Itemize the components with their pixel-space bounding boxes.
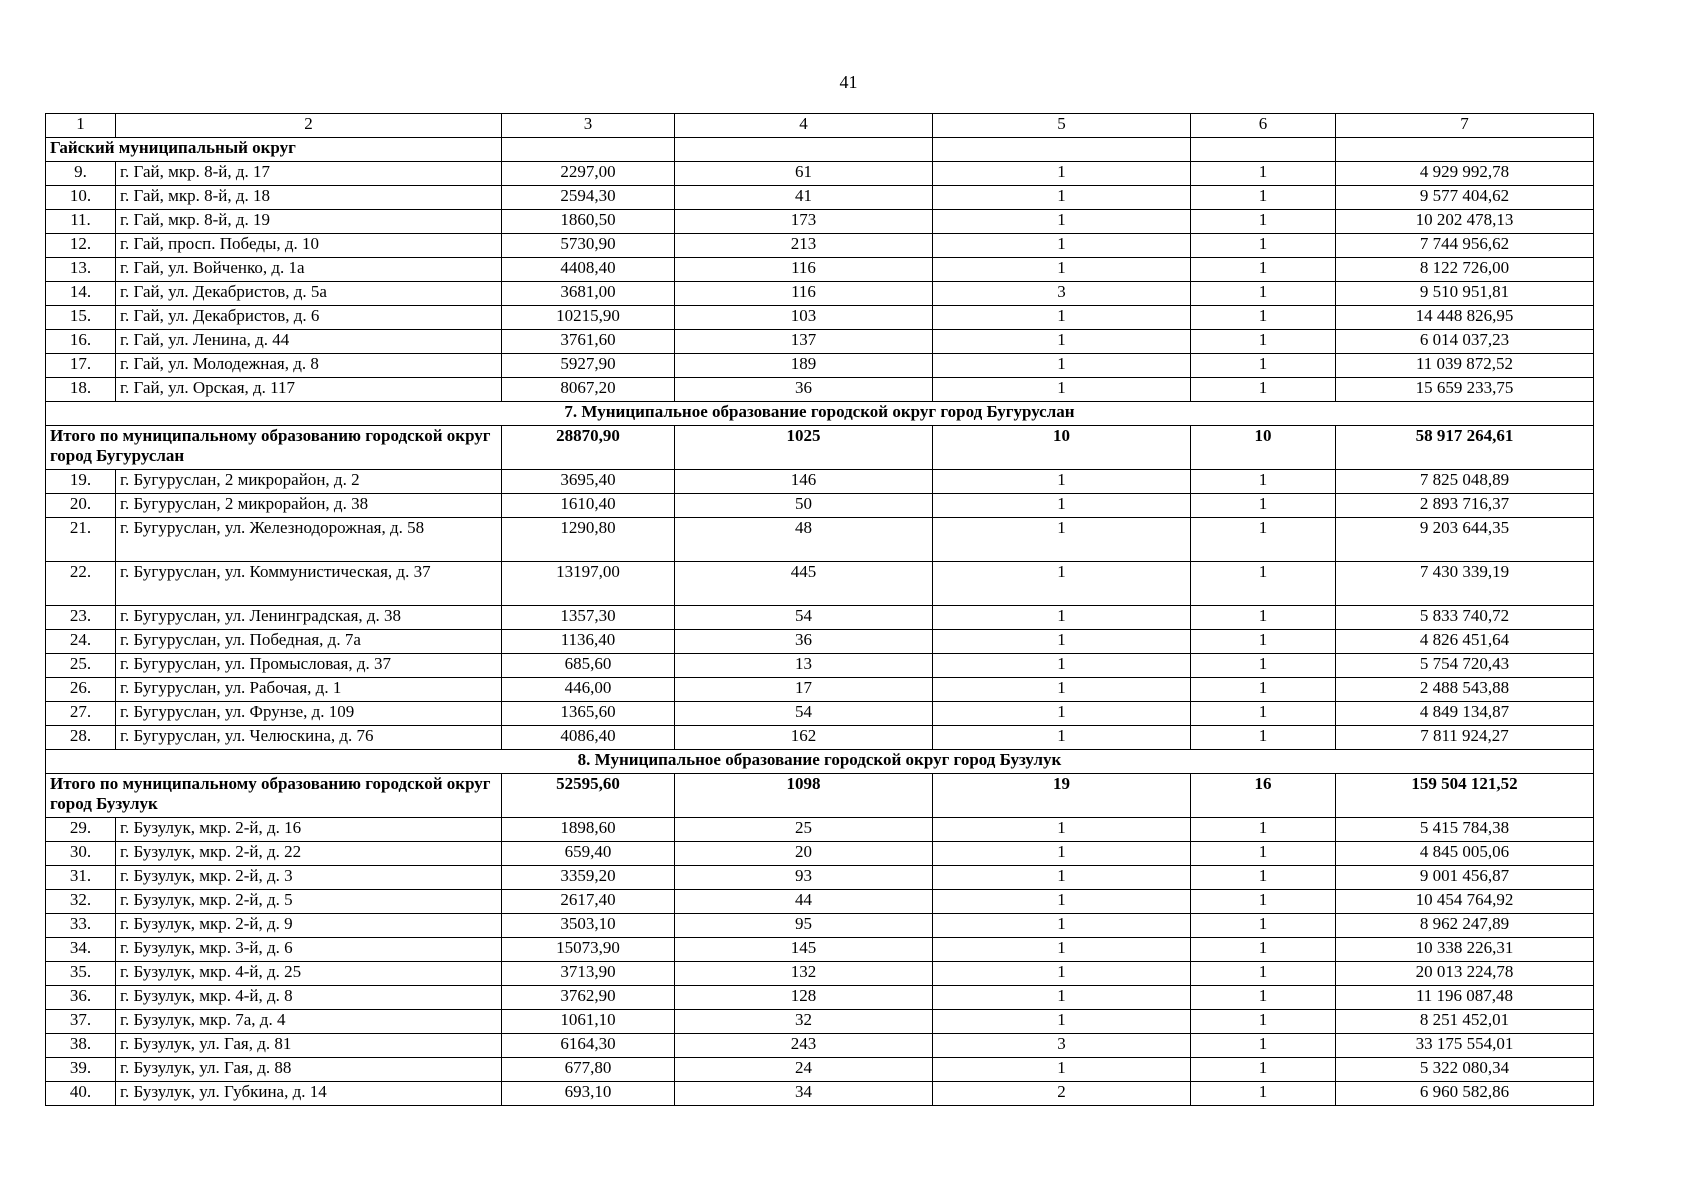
value-cell: 6 960 582,86	[1336, 1082, 1594, 1106]
value-cell: 1061,10	[502, 1010, 675, 1034]
value-cell: 9 203 644,35	[1336, 518, 1594, 562]
address-cell: г. Бугуруслан, ул. Фрунзе, д. 109	[116, 702, 502, 726]
value-cell: 17	[675, 678, 933, 702]
empty-cell	[1336, 138, 1594, 162]
section-title: 7. Муниципальное образование городской округ город Бугуруслан	[46, 402, 1594, 426]
value-cell: 1	[1191, 306, 1336, 330]
value-cell: 1136,40	[502, 630, 675, 654]
value-cell: 2	[933, 1082, 1191, 1106]
value-cell: 162	[675, 726, 933, 750]
value-cell: 1	[933, 842, 1191, 866]
total-label: Итого по муниципальному образованию городской округ город Бугуруслан	[46, 426, 502, 470]
row-number: 40.	[46, 1082, 116, 1106]
value-cell: 1	[1191, 914, 1336, 938]
address-cell: г. Гай, мкр. 8-й, д. 19	[116, 210, 502, 234]
total-cell: 19	[933, 774, 1191, 818]
value-cell: 7 744 956,62	[1336, 234, 1594, 258]
total-cell: 28870,90	[502, 426, 675, 470]
value-cell: 1	[933, 866, 1191, 890]
address-cell: г. Гай, ул. Ленина, д. 44	[116, 330, 502, 354]
header-cell: 7	[1336, 114, 1594, 138]
value-cell: 116	[675, 282, 933, 306]
value-cell: 1	[933, 1058, 1191, 1082]
value-cell: 61	[675, 162, 933, 186]
table-row	[46, 630, 1594, 654]
row-number: 28.	[46, 726, 116, 750]
value-cell: 4 929 992,78	[1336, 162, 1594, 186]
value-cell: 93	[675, 866, 933, 890]
total-label: Итого по муниципальному образованию городской округ город Бузулук	[46, 774, 502, 818]
row-number: 12.	[46, 234, 116, 258]
empty-cell	[675, 138, 933, 162]
value-cell: 1	[1191, 210, 1336, 234]
value-cell: 14 448 826,95	[1336, 306, 1594, 330]
total-cell: 10	[1191, 426, 1336, 470]
value-cell: 8 962 247,89	[1336, 914, 1594, 938]
value-cell: 41	[675, 186, 933, 210]
value-cell: 1	[1191, 258, 1336, 282]
row-number: 13.	[46, 258, 116, 282]
value-cell: 15 659 233,75	[1336, 378, 1594, 402]
row-number: 9.	[46, 162, 116, 186]
value-cell: 3713,90	[502, 962, 675, 986]
total-cell: 52595,60	[502, 774, 675, 818]
address-cell: г. Гай, мкр. 8-й, д. 17	[116, 162, 502, 186]
value-cell: 3761,60	[502, 330, 675, 354]
value-cell: 2594,30	[502, 186, 675, 210]
table-row	[46, 306, 1594, 330]
table-row	[46, 654, 1594, 678]
value-cell: 6164,30	[502, 1034, 675, 1058]
value-cell: 1	[1191, 702, 1336, 726]
value-cell: 2297,00	[502, 162, 675, 186]
value-cell: 1	[1191, 986, 1336, 1010]
value-cell: 1	[933, 330, 1191, 354]
value-cell: 1	[1191, 282, 1336, 306]
value-cell: 677,80	[502, 1058, 675, 1082]
address-cell: г. Бугуруслан, ул. Железнодорожная, д. 58	[116, 518, 502, 562]
total-cell: 16	[1191, 774, 1336, 818]
table-row	[46, 1058, 1594, 1082]
value-cell: 145	[675, 938, 933, 962]
table-body	[46, 138, 1594, 1106]
value-cell: 2 893 716,37	[1336, 494, 1594, 518]
value-cell: 15073,90	[502, 938, 675, 962]
total-cell: 1025	[675, 426, 933, 470]
row-number: 39.	[46, 1058, 116, 1082]
value-cell: 189	[675, 354, 933, 378]
row-number: 35.	[46, 962, 116, 986]
row-number: 22.	[46, 562, 116, 606]
value-cell: 7 811 924,27	[1336, 726, 1594, 750]
address-cell: г. Бузулук, ул. Гая, д. 81	[116, 1034, 502, 1058]
value-cell: 3	[933, 1034, 1191, 1058]
value-cell: 5 415 784,38	[1336, 818, 1594, 842]
row-number: 26.	[46, 678, 116, 702]
total-row	[46, 426, 1594, 470]
value-cell: 1	[933, 606, 1191, 630]
value-cell: 1	[933, 962, 1191, 986]
value-cell: 1	[933, 654, 1191, 678]
table-row	[46, 282, 1594, 306]
value-cell: 132	[675, 962, 933, 986]
value-cell: 3681,00	[502, 282, 675, 306]
row-number: 34.	[46, 938, 116, 962]
value-cell: 2 488 543,88	[1336, 678, 1594, 702]
value-cell: 1	[1191, 1082, 1336, 1106]
row-number: 36.	[46, 986, 116, 1010]
value-cell: 44	[675, 890, 933, 914]
table-row	[46, 354, 1594, 378]
value-cell: 1	[1191, 726, 1336, 750]
address-cell: г. Гай, просп. Победы, д. 10	[116, 234, 502, 258]
row-number: 24.	[46, 630, 116, 654]
value-cell: 8 122 726,00	[1336, 258, 1594, 282]
table-row	[46, 494, 1594, 518]
address-cell: г. Бугуруслан, 2 микрорайон, д. 38	[116, 494, 502, 518]
value-cell: 33 175 554,01	[1336, 1034, 1594, 1058]
value-cell: 1610,40	[502, 494, 675, 518]
header-cell: 6	[1191, 114, 1336, 138]
value-cell: 3762,90	[502, 986, 675, 1010]
total-cell: 58 917 264,61	[1336, 426, 1594, 470]
value-cell: 11 039 872,52	[1336, 354, 1594, 378]
table-row	[46, 962, 1594, 986]
address-cell: г. Бузулук, ул. Губкина, д. 14	[116, 1082, 502, 1106]
value-cell: 7 430 339,19	[1336, 562, 1594, 606]
value-cell: 1	[933, 938, 1191, 962]
table-row	[46, 258, 1594, 282]
value-cell: 24	[675, 1058, 933, 1082]
table-row	[46, 378, 1594, 402]
value-cell: 11 196 087,48	[1336, 986, 1594, 1010]
value-cell: 25	[675, 818, 933, 842]
value-cell: 1	[933, 186, 1191, 210]
value-cell: 1	[933, 470, 1191, 494]
value-cell: 1	[1191, 606, 1336, 630]
section-header-row	[46, 750, 1594, 774]
value-cell: 1	[1191, 186, 1336, 210]
row-number: 25.	[46, 654, 116, 678]
value-cell: 1860,50	[502, 210, 675, 234]
value-cell: 3	[933, 282, 1191, 306]
row-number: 21.	[46, 518, 116, 562]
value-cell: 1	[933, 378, 1191, 402]
value-cell: 5 754 720,43	[1336, 654, 1594, 678]
address-cell: г. Бугуруслан, ул. Ленинградская, д. 38	[116, 606, 502, 630]
value-cell: 10 338 226,31	[1336, 938, 1594, 962]
value-cell: 95	[675, 914, 933, 938]
value-cell: 1	[1191, 494, 1336, 518]
value-cell: 4 845 005,06	[1336, 842, 1594, 866]
value-cell: 1	[933, 702, 1191, 726]
address-cell: г. Бузулук, мкр. 2-й, д. 22	[116, 842, 502, 866]
value-cell: 3503,10	[502, 914, 675, 938]
table-row	[46, 890, 1594, 914]
value-cell: 1	[933, 914, 1191, 938]
table-row	[46, 818, 1594, 842]
address-cell: г. Бузулук, ул. Гая, д. 88	[116, 1058, 502, 1082]
value-cell: 1	[933, 890, 1191, 914]
value-cell: 1	[933, 494, 1191, 518]
address-cell: г. Бугуруслан, 2 микрорайон, д. 2	[116, 470, 502, 494]
value-cell: 1	[933, 678, 1191, 702]
row-number: 29.	[46, 818, 116, 842]
total-cell: 10	[933, 426, 1191, 470]
value-cell: 9 510 951,81	[1336, 282, 1594, 306]
header-cell: 2	[116, 114, 502, 138]
empty-cell	[933, 138, 1191, 162]
value-cell: 1	[1191, 354, 1336, 378]
value-cell: 137	[675, 330, 933, 354]
value-cell: 36	[675, 378, 933, 402]
row-number: 23.	[46, 606, 116, 630]
address-cell: г. Бугуруслан, ул. Челюскина, д. 76	[116, 726, 502, 750]
value-cell: 3695,40	[502, 470, 675, 494]
value-cell: 1	[1191, 234, 1336, 258]
table-row	[46, 678, 1594, 702]
value-cell: 1	[933, 726, 1191, 750]
value-cell: 116	[675, 258, 933, 282]
address-cell: г. Бугуруслан, ул. Победная, д. 7а	[116, 630, 502, 654]
row-number: 32.	[46, 890, 116, 914]
value-cell: 2617,40	[502, 890, 675, 914]
section-header-row	[46, 402, 1594, 426]
value-cell: 128	[675, 986, 933, 1010]
table-row	[46, 234, 1594, 258]
value-cell: 1	[933, 354, 1191, 378]
header-cell: 3	[502, 114, 675, 138]
value-cell: 1	[933, 210, 1191, 234]
address-cell: г. Гай, ул. Декабристов, д. 6	[116, 306, 502, 330]
address-cell: г. Бузулук, мкр. 4-й, д. 8	[116, 986, 502, 1010]
table-row	[46, 562, 1594, 606]
value-cell: 1	[1191, 938, 1336, 962]
row-number: 38.	[46, 1034, 116, 1058]
address-cell: г. Бугуруслан, ул. Рабочая, д. 1	[116, 678, 502, 702]
table-row	[46, 210, 1594, 234]
address-cell: г. Бузулук, мкр. 3-й, д. 6	[116, 938, 502, 962]
value-cell: 54	[675, 606, 933, 630]
address-cell: г. Гай, ул. Декабристов, д. 5а	[116, 282, 502, 306]
value-cell: 1290,80	[502, 518, 675, 562]
table-row	[46, 938, 1594, 962]
address-cell: г. Гай, мкр. 8-й, д. 18	[116, 186, 502, 210]
value-cell: 685,60	[502, 654, 675, 678]
value-cell: 34	[675, 1082, 933, 1106]
value-cell: 1	[933, 306, 1191, 330]
address-cell: г. Гай, ул. Орская, д. 117	[116, 378, 502, 402]
table-row	[46, 606, 1594, 630]
row-number: 20.	[46, 494, 116, 518]
value-cell: 13	[675, 654, 933, 678]
value-cell: 1357,30	[502, 606, 675, 630]
section-title: 8. Муниципальное образование городской округ город Бузулук	[46, 750, 1594, 774]
row-number: 15.	[46, 306, 116, 330]
value-cell: 5 322 080,34	[1336, 1058, 1594, 1082]
value-cell: 1	[1191, 562, 1336, 606]
row-number: 31.	[46, 866, 116, 890]
value-cell: 1	[933, 818, 1191, 842]
value-cell: 20	[675, 842, 933, 866]
value-cell: 54	[675, 702, 933, 726]
table-row	[46, 1034, 1594, 1058]
table-row	[46, 914, 1594, 938]
value-cell: 1	[933, 258, 1191, 282]
value-cell: 1	[1191, 962, 1336, 986]
value-cell: 36	[675, 630, 933, 654]
value-cell: 146	[675, 470, 933, 494]
row-number: 17.	[46, 354, 116, 378]
total-cell: 1098	[675, 774, 933, 818]
value-cell: 7 825 048,89	[1336, 470, 1594, 494]
value-cell: 8 251 452,01	[1336, 1010, 1594, 1034]
value-cell: 8067,20	[502, 378, 675, 402]
table-row	[46, 330, 1594, 354]
value-cell: 1	[1191, 470, 1336, 494]
row-number: 33.	[46, 914, 116, 938]
value-cell: 1365,60	[502, 702, 675, 726]
row-number: 19.	[46, 470, 116, 494]
value-cell: 1	[933, 986, 1191, 1010]
value-cell: 1	[1191, 630, 1336, 654]
header-row	[46, 114, 1594, 138]
value-cell: 1	[933, 234, 1191, 258]
value-cell: 4086,40	[502, 726, 675, 750]
district-header-row	[46, 138, 1594, 162]
address-cell: г. Гай, ул. Молодежная, д. 8	[116, 354, 502, 378]
value-cell: 5927,90	[502, 354, 675, 378]
value-cell: 1	[1191, 1034, 1336, 1058]
value-cell: 659,40	[502, 842, 675, 866]
value-cell: 1	[1191, 890, 1336, 914]
table-row	[46, 470, 1594, 494]
value-cell: 1	[1191, 654, 1336, 678]
value-cell: 1	[1191, 1058, 1336, 1082]
value-cell: 4 849 134,87	[1336, 702, 1594, 726]
value-cell: 1	[1191, 162, 1336, 186]
value-cell: 10 454 764,92	[1336, 890, 1594, 914]
address-cell: г. Бузулук, мкр. 7а, д. 4	[116, 1010, 502, 1034]
address-cell: г. Бузулук, мкр. 2-й, д. 3	[116, 866, 502, 890]
empty-cell	[1191, 138, 1336, 162]
value-cell: 693,10	[502, 1082, 675, 1106]
value-cell: 5730,90	[502, 234, 675, 258]
value-cell: 173	[675, 210, 933, 234]
value-cell: 1	[1191, 866, 1336, 890]
value-cell: 5 833 740,72	[1336, 606, 1594, 630]
row-number: 37.	[46, 1010, 116, 1034]
address-cell: г. Гай, ул. Войченко, д. 1а	[116, 258, 502, 282]
district-title: Гайский муниципальный округ	[46, 138, 502, 162]
total-cell: 159 504 121,52	[1336, 774, 1594, 818]
value-cell: 1	[1191, 518, 1336, 562]
value-cell: 1	[1191, 1010, 1336, 1034]
value-cell: 4408,40	[502, 258, 675, 282]
table-row	[46, 986, 1594, 1010]
value-cell: 213	[675, 234, 933, 258]
row-number: 14.	[46, 282, 116, 306]
address-cell: г. Бузулук, мкр. 2-й, д. 5	[116, 890, 502, 914]
value-cell: 4 826 451,64	[1336, 630, 1594, 654]
table-row	[46, 726, 1594, 750]
total-row	[46, 774, 1594, 818]
value-cell: 1	[933, 630, 1191, 654]
value-cell: 1	[933, 1010, 1191, 1034]
row-number: 18.	[46, 378, 116, 402]
value-cell: 10 202 478,13	[1336, 210, 1594, 234]
value-cell: 20 013 224,78	[1336, 962, 1594, 986]
table-row	[46, 162, 1594, 186]
table-row	[46, 1010, 1594, 1034]
header-cell: 5	[933, 114, 1191, 138]
value-cell: 1	[933, 518, 1191, 562]
address-cell: г. Бугуруслан, ул. Промысловая, д. 37	[116, 654, 502, 678]
row-number: 30.	[46, 842, 116, 866]
table-row	[46, 518, 1594, 562]
value-cell: 48	[675, 518, 933, 562]
value-cell: 13197,00	[502, 562, 675, 606]
value-cell: 9 001 456,87	[1336, 866, 1594, 890]
value-cell: 1	[933, 562, 1191, 606]
page-number: 41	[839, 72, 858, 92]
table-row	[46, 186, 1594, 210]
header-cell: 1	[46, 114, 116, 138]
value-cell: 1	[1191, 378, 1336, 402]
value-cell: 32	[675, 1010, 933, 1034]
value-cell: 446,00	[502, 678, 675, 702]
row-number: 11.	[46, 210, 116, 234]
value-cell: 1	[1191, 818, 1336, 842]
value-cell: 445	[675, 562, 933, 606]
header-cell: 4	[675, 114, 933, 138]
row-number: 27.	[46, 702, 116, 726]
value-cell: 10215,90	[502, 306, 675, 330]
address-cell: г. Бугуруслан, ул. Коммунистическая, д. 37	[116, 562, 502, 606]
address-cell: г. Бузулук, мкр. 4-й, д. 25	[116, 962, 502, 986]
empty-cell	[502, 138, 675, 162]
value-cell: 3359,20	[502, 866, 675, 890]
value-cell: 50	[675, 494, 933, 518]
value-cell: 6 014 037,23	[1336, 330, 1594, 354]
address-cell: г. Бузулук, мкр. 2-й, д. 9	[116, 914, 502, 938]
table-row	[46, 702, 1594, 726]
table-row	[46, 842, 1594, 866]
address-cell: г. Бузулук, мкр. 2-й, д. 16	[116, 818, 502, 842]
value-cell: 1898,60	[502, 818, 675, 842]
table-row	[46, 1082, 1594, 1106]
value-cell: 103	[675, 306, 933, 330]
value-cell: 9 577 404,62	[1336, 186, 1594, 210]
value-cell: 1	[1191, 678, 1336, 702]
row-number: 10.	[46, 186, 116, 210]
row-number: 16.	[46, 330, 116, 354]
value-cell: 1	[1191, 330, 1336, 354]
value-cell: 1	[1191, 842, 1336, 866]
value-cell: 243	[675, 1034, 933, 1058]
table-row	[46, 866, 1594, 890]
data-table	[45, 113, 1594, 1106]
value-cell: 1	[933, 162, 1191, 186]
